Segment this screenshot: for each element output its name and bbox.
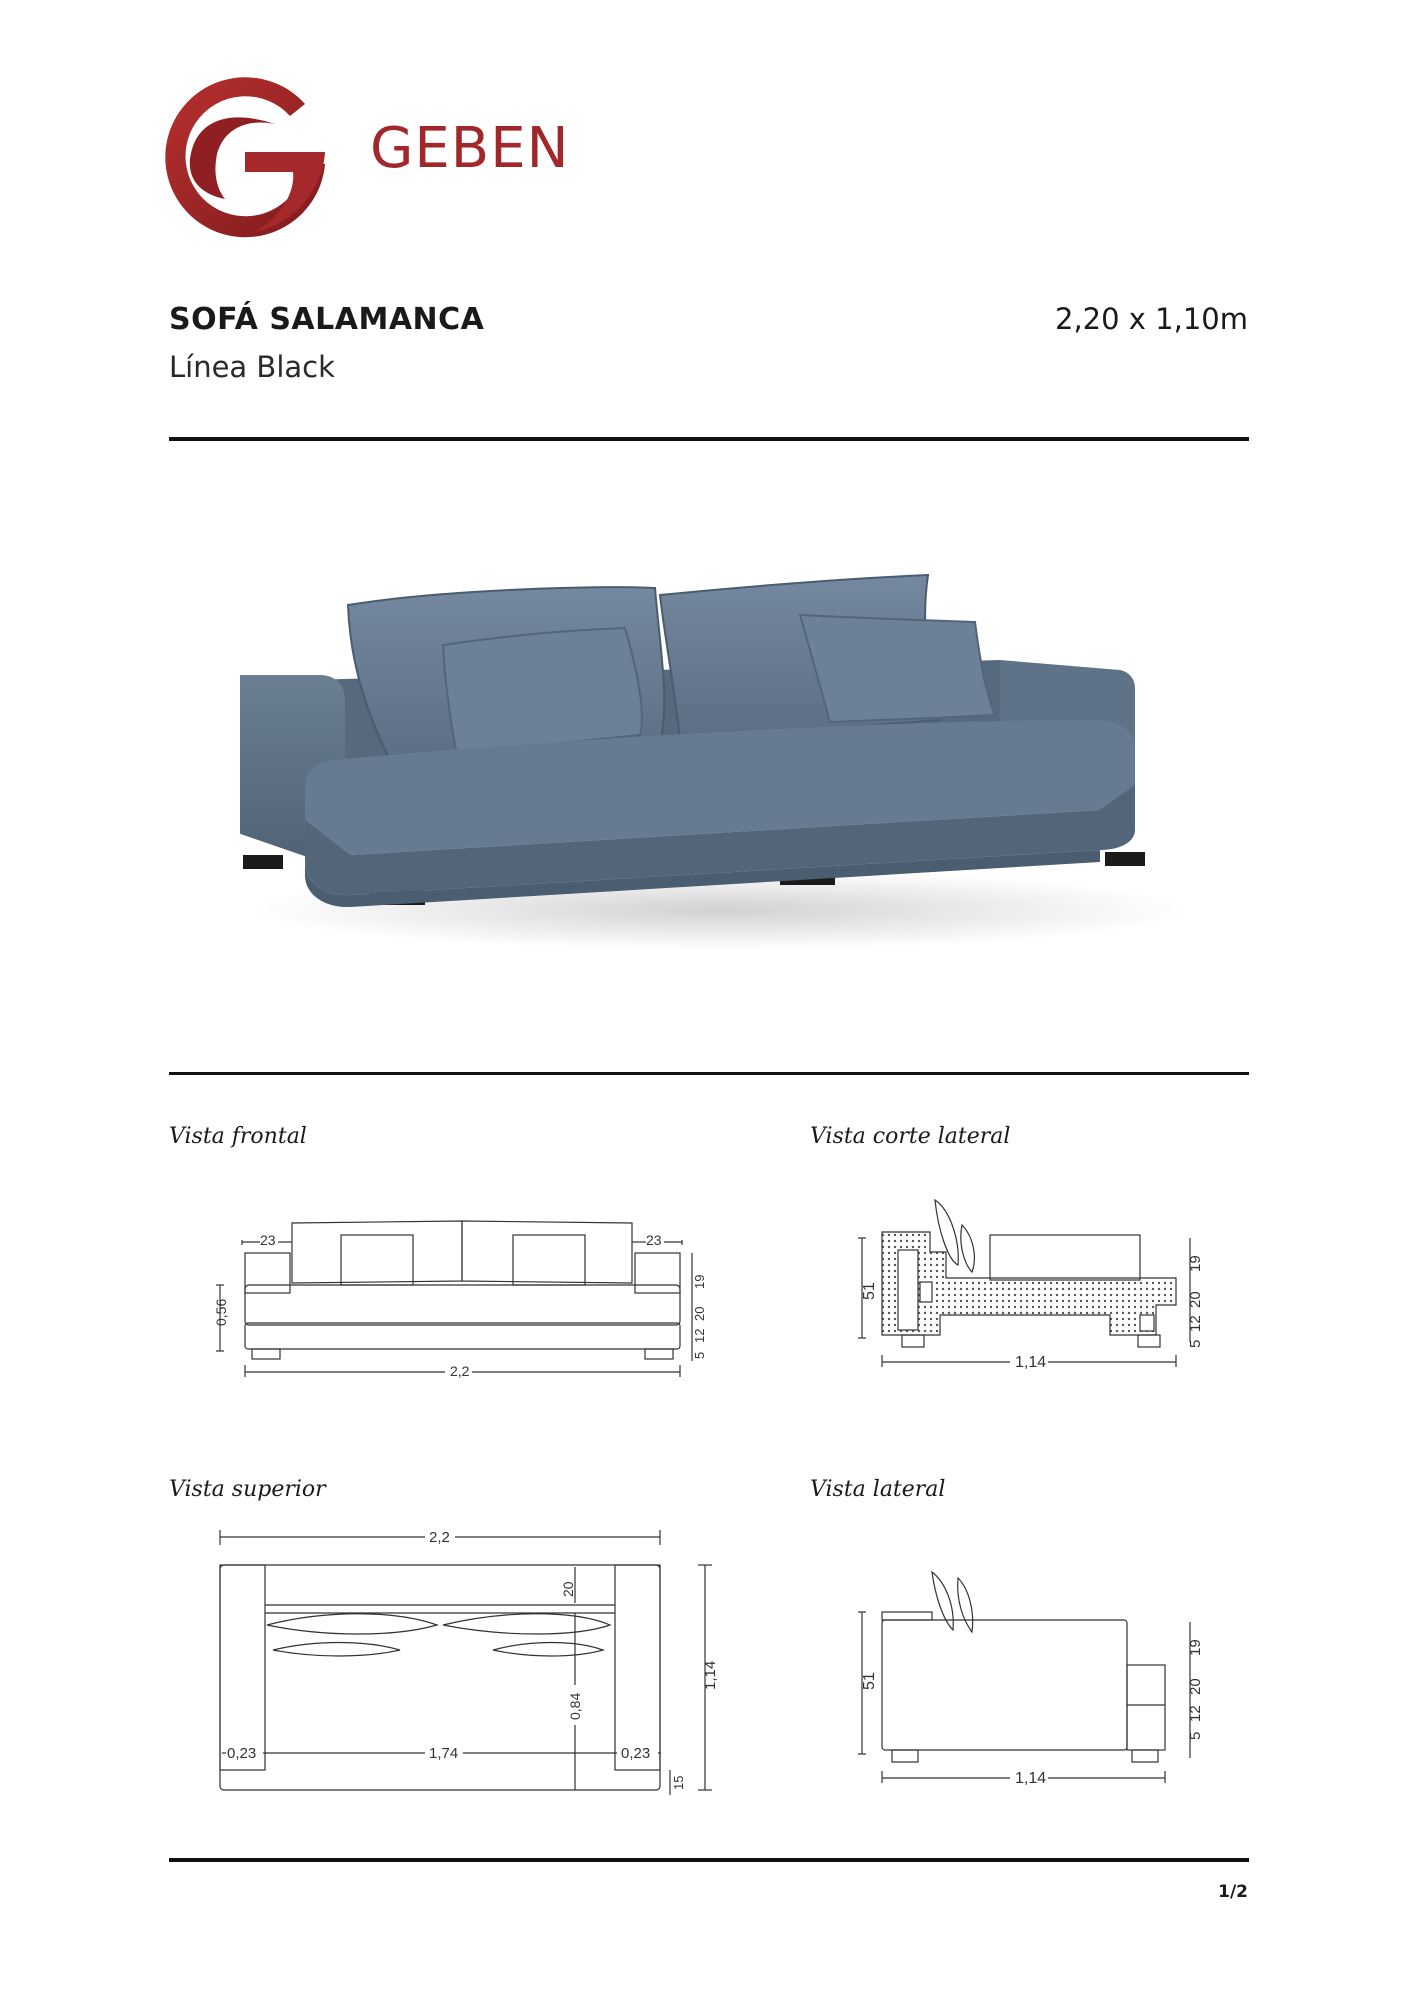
- front-dim-leg: 5: [692, 1351, 707, 1359]
- brand-name: GEBEN: [370, 116, 570, 181]
- top-dim-depth: 1,14: [702, 1660, 719, 1690]
- top-dim-arm-right: 0,23: [621, 1745, 651, 1762]
- section-view-label: Vista corte lateral: [810, 1124, 1011, 1149]
- section-dim-seat: 20: [1187, 1291, 1204, 1308]
- product-subtitle: Línea Black: [169, 350, 335, 384]
- section-view-drawing: [850, 1190, 1210, 1420]
- side-dim-base: 12: [1187, 1705, 1204, 1722]
- product-dimensions: 2,20 x 1,10m: [1055, 302, 1248, 336]
- section-dim-height: 51: [861, 1282, 878, 1300]
- section-dim-depth: 1,14: [1015, 1354, 1047, 1371]
- sofa-photo: [240, 570, 1190, 970]
- top-dim-arm-left: 0,23: [227, 1745, 257, 1762]
- geben-logo-icon: [155, 64, 335, 244]
- front-dim-height: 0,56: [213, 1298, 229, 1326]
- front-view-label: Vista frontal: [169, 1124, 307, 1149]
- section-dim-base: 12: [1187, 1315, 1204, 1332]
- side-view-drawing: [850, 1560, 1210, 1790]
- top-view-label: Vista superior: [169, 1477, 326, 1502]
- front-dim-width: 2,2: [450, 1363, 470, 1379]
- side-dim-seat: 20: [1187, 1678, 1204, 1695]
- front-dim-arm-left: 23: [260, 1232, 276, 1248]
- product-title: SOFÁ SALAMANCA: [169, 302, 485, 337]
- top-dim-seat-width: 1,74: [429, 1745, 459, 1762]
- side-dim-depth: 1,14: [1015, 1770, 1047, 1787]
- top-dim-width: 2,2: [429, 1529, 450, 1546]
- side-dim-back: 19: [1187, 1639, 1204, 1656]
- footer-divider: [169, 1858, 1249, 1862]
- page-number: 1/2: [1218, 1882, 1248, 1902]
- front-dim-back: 19: [692, 1274, 707, 1289]
- top-dim-back: 20: [560, 1581, 576, 1597]
- front-dim-base: 12: [692, 1328, 707, 1343]
- header-divider: [169, 437, 1249, 441]
- top-dim-seat-depth: 0,84: [567, 1692, 583, 1720]
- side-dim-leg: 5: [1187, 1731, 1204, 1740]
- top-view-drawing: [205, 1525, 735, 1800]
- side-view-label: Vista lateral: [810, 1477, 946, 1502]
- section-dim-back: 19: [1187, 1255, 1204, 1272]
- section-dim-leg: 5: [1187, 1339, 1204, 1348]
- front-dim-arm-right: 23: [646, 1232, 662, 1248]
- side-dim-height: 51: [861, 1672, 878, 1690]
- front-view-drawing: [200, 1205, 730, 1405]
- photo-divider: [169, 1072, 1249, 1075]
- front-dim-seat: 20: [692, 1306, 707, 1321]
- top-dim-front: 15: [671, 1775, 686, 1790]
